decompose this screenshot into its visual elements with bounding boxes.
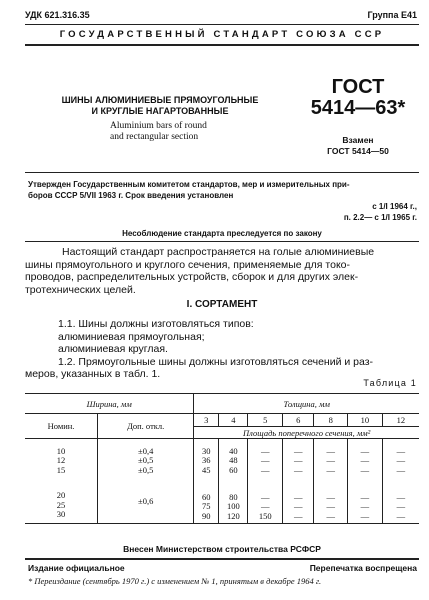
group2-col-5 (248, 491, 283, 523)
section-paragraphs (25, 318, 419, 381)
intro-line1: Настоящий стандарт распространяется на голые алюминиевые (62, 246, 375, 258)
gost-label: ГОСТ (331, 76, 385, 98)
group2-col-12 (382, 491, 419, 523)
approval-date2: п. 2.2— с 1/I 1965 г. (343, 212, 417, 222)
area-value: 60 (202, 491, 211, 502)
intro-paragraph (25, 246, 419, 296)
group2-col-3 (194, 491, 219, 523)
area-value: 80 (229, 491, 238, 502)
nominal-header: Номин. (25, 414, 98, 439)
nominal-value: 30 (56, 509, 66, 519)
thickness-12: 12 (382, 414, 419, 427)
area-value: — (360, 501, 370, 511)
area-value: — (326, 510, 335, 521)
area-value: — (294, 501, 303, 511)
header-rule-bottom (25, 44, 419, 46)
approval-text (28, 180, 350, 201)
group1-tolerance (98, 447, 194, 476)
group2-col-4 (219, 491, 248, 523)
width-header: Ширина, мм (25, 394, 194, 414)
table-caption: Таблица 1 (363, 378, 417, 388)
area-value: — (396, 501, 406, 511)
area-value: 45 (202, 464, 211, 475)
thickness-3: 3 (194, 414, 219, 427)
title-en-line2: and rectangular section (110, 132, 199, 142)
area-value: — (396, 491, 406, 502)
area-value: — (326, 491, 335, 502)
reissue-note: * Переиздание (сентябрь 1970 г.) с изменением № 1, принятым в декабре 1964 г. (28, 576, 322, 586)
area-value: — (261, 455, 270, 465)
area-value: — (261, 445, 270, 456)
introduced-by: Внесен Министерством строительства РСФСР (123, 544, 321, 554)
intro-line4: тротехнических целей. (25, 283, 136, 296)
tolerance-value: ±0,5 (138, 464, 154, 475)
nominal-value: 20 (56, 490, 66, 500)
tolerance-value: ±0,5 (138, 455, 154, 465)
thickness-10: 10 (348, 414, 383, 427)
title-ru-line1: ШИНЫ АЛЮМИНИЕВЫЕ ПРЯМОУГОЛЬНЫЕ (61, 95, 259, 105)
nominal-value: 10 (56, 445, 66, 456)
intro-line3: проводов, распределительных устройств, сборок и для других элек- (25, 271, 359, 283)
paragraph-1-1-a: алюминиевая прямоугольная; (58, 330, 205, 343)
group2-col-10 (348, 491, 383, 523)
group1-col-3 (194, 447, 219, 476)
approval-dates (344, 202, 417, 223)
area-value: — (294, 445, 303, 456)
group2-col-8 (314, 491, 348, 523)
udk-code: УДК 621.316.35 (25, 10, 90, 20)
group1-col-6 (283, 447, 314, 476)
group2-tolerance (98, 491, 194, 523)
nominal-value: 25 (56, 499, 66, 510)
area-value: — (396, 464, 406, 475)
area-value: — (326, 445, 335, 456)
area-value: — (326, 501, 335, 511)
area-header: Площадь поперечного сечения, мм² (194, 427, 419, 439)
paragraph-1-2-line1: 1.2. Прямоугольные шины должны изготовляться сечений и раз- (58, 355, 374, 368)
replaces-block (298, 135, 418, 157)
paragraph-1-1: 1.1. Шины должны изготовляться типов: (58, 318, 254, 330)
area-value: 90 (202, 510, 211, 521)
area-value: — (396, 510, 406, 521)
area-value: — (261, 501, 270, 511)
area-value: — (360, 510, 370, 521)
area-value: — (360, 445, 370, 456)
prosecution-notice: Несоблюдение стандарта преследуется по закону (122, 229, 322, 238)
tolerance-value: ±0,6 (138, 496, 154, 506)
table-1 (25, 393, 419, 524)
footer-rule (25, 558, 419, 560)
tolerance-header: Доп. откл. (98, 414, 194, 439)
approval-line2: боров СССР 5/VII 1963 г. Срок введения установлен (28, 190, 234, 200)
area-value: — (360, 455, 370, 465)
area-value: — (294, 491, 303, 502)
nominal-value: 12 (56, 455, 66, 465)
area-value: — (261, 464, 270, 475)
paragraph-1-2-line2: меров, указанных в табл. 1. (25, 368, 161, 380)
group1-nominal (25, 447, 98, 476)
intro-line2: шины прямоугольного и круглого сечения, применяемые для токо- (25, 258, 350, 271)
nominal-value: 15 (56, 464, 66, 475)
thickness-5: 5 (248, 414, 283, 427)
thickness-8: 8 (314, 414, 348, 427)
tolerance-value: ±0,4 (138, 445, 154, 456)
thickness-4: 4 (219, 414, 248, 427)
group1-col-4 (219, 447, 248, 476)
title-en-line1: Aluminium bars of round (110, 121, 207, 131)
area-value: 40 (229, 445, 238, 456)
area-value: — (326, 464, 335, 475)
area-value: — (360, 464, 370, 475)
area-value: 75 (202, 501, 211, 511)
replaces-label: Взамен (342, 135, 374, 145)
area-value: 30 (202, 445, 211, 456)
area-value: 100 (226, 501, 240, 511)
thickness-header: Толщина, мм (194, 394, 419, 414)
area-value: 36 (202, 455, 211, 465)
approval-date1: с 1/I 1964 г., (372, 202, 417, 211)
title-rule (25, 172, 419, 173)
header-rule-top (25, 24, 419, 25)
area-value: 60 (229, 464, 238, 475)
thickness-6: 6 (283, 414, 314, 427)
area-value: 48 (229, 455, 238, 465)
title-ru-line2: И КРУГЛЫЕ НАГАРТОВАННЫЕ (91, 106, 229, 116)
reprint-notice: Перепечатка воспрещена (309, 563, 417, 573)
area-value: — (360, 491, 370, 502)
area-value: — (261, 491, 270, 502)
paragraph-1-1-b: алюминиевая круглая. (58, 343, 168, 355)
area-value: — (294, 464, 303, 475)
area-value: — (396, 455, 406, 465)
group1-col-5 (248, 447, 283, 476)
group1-col-12 (382, 447, 419, 476)
area-value: 150 (258, 510, 272, 521)
section-title: I. СОРТАМЕНТ (186, 299, 258, 310)
group1-col-10 (348, 447, 383, 476)
replaces-value: ГОСТ 5414—50 (327, 146, 389, 156)
area-value: — (326, 455, 335, 465)
area-value: 120 (226, 510, 240, 521)
title-en (110, 121, 207, 143)
gost-number: 5414—63* (310, 97, 406, 119)
title-ru (40, 95, 280, 117)
state-standard-heading: ГОСУДАРСТВЕННЫЙ СТАНДАРТ СОЮЗА ССР (59, 29, 385, 40)
gost-designation (298, 77, 418, 119)
area-value: — (294, 510, 303, 521)
approval-line1: Утвержден Государственным комитетом стандартов, мер и измерительных при- (28, 180, 350, 189)
area-value: — (396, 445, 406, 456)
official-edition: Издание официальное (28, 563, 125, 573)
group2-col-6 (283, 491, 314, 523)
approval-rule (25, 241, 419, 242)
group2-nominal (25, 491, 98, 523)
area-value: — (294, 455, 303, 465)
group1-col-8 (314, 447, 348, 476)
group-code: Группа Е41 (367, 10, 417, 20)
